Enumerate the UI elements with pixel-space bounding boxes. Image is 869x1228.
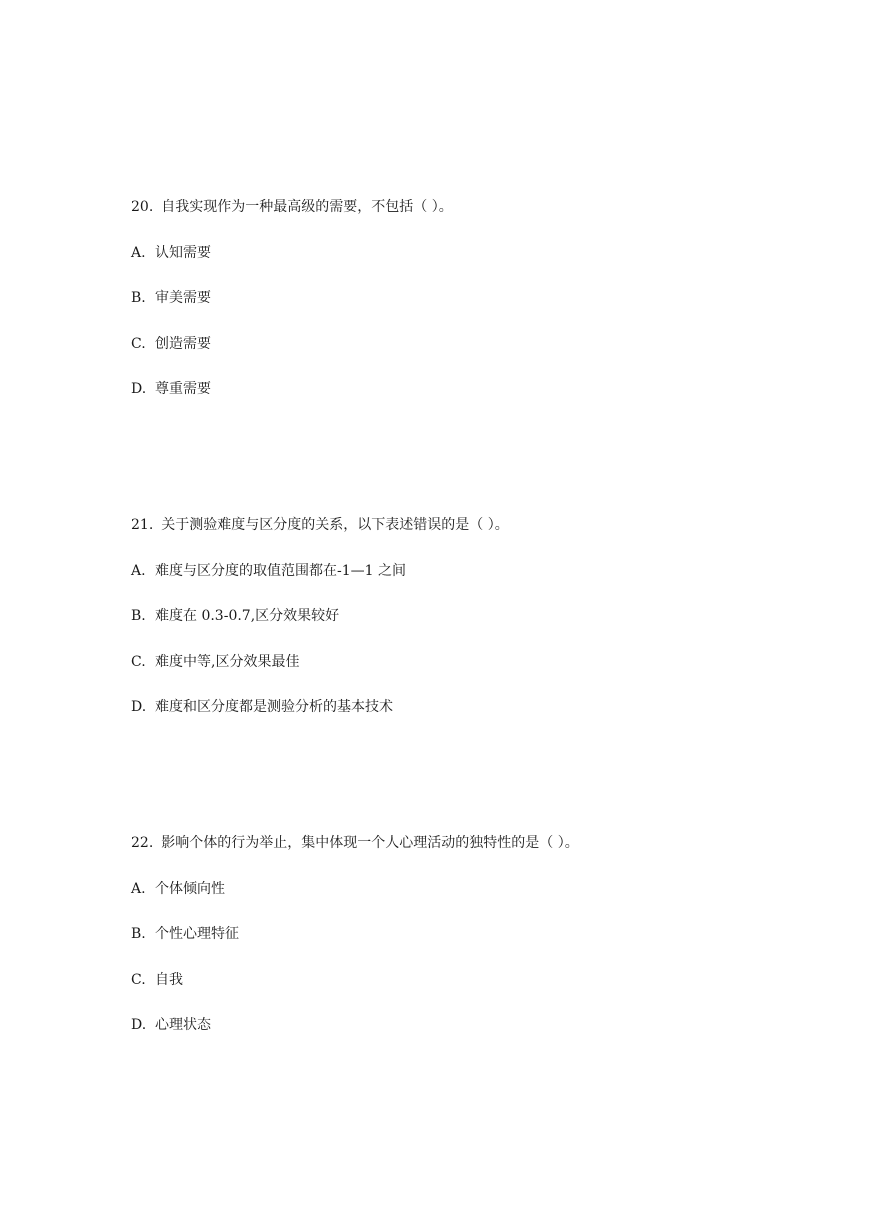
option-b[interactable]	[131, 605, 831, 627]
question-stem	[131, 832, 831, 854]
option-letter: D.	[131, 699, 147, 715]
option-c[interactable]	[131, 969, 831, 991]
option-c[interactable]	[131, 651, 831, 673]
option-letter: A.	[131, 244, 146, 261]
option-text: 难度中等,区分效果最佳	[155, 653, 300, 670]
option-letter: B.	[131, 926, 146, 942]
question-20	[131, 196, 831, 400]
option-b[interactable]	[131, 923, 831, 945]
option-letter: B.	[131, 290, 146, 306]
option-a[interactable]	[131, 242, 831, 264]
option-text: 难度与区分度的取值范围都在-1—1 之间	[155, 562, 406, 579]
option-c[interactable]	[131, 333, 831, 355]
question-number: 20.	[131, 199, 154, 215]
option-letter: D.	[131, 381, 147, 397]
question-stem	[131, 514, 831, 536]
option-text: 尊重需要	[155, 381, 211, 397]
question-number: 22.	[131, 835, 154, 851]
option-letter: C.	[131, 971, 146, 988]
option-letter: D.	[131, 1017, 147, 1033]
question-22	[131, 832, 831, 1036]
option-a[interactable]	[131, 560, 831, 582]
option-text: 创造需要	[155, 335, 211, 352]
question-text: 影响个体的行为举止，集中体现一个人心理活动的独特性的是（ ）。	[161, 835, 579, 851]
option-text: 审美需要	[155, 290, 211, 306]
option-text: 自我	[155, 971, 183, 988]
option-letter: A.	[131, 562, 146, 579]
option-text: 个体倾向性	[155, 880, 225, 897]
question-number: 21.	[131, 517, 154, 533]
option-d[interactable]	[131, 378, 831, 400]
question-21	[131, 514, 831, 718]
option-letter: A.	[131, 880, 146, 897]
option-text: 心理状态	[155, 1017, 211, 1033]
option-b[interactable]	[131, 287, 831, 309]
question-stem	[131, 196, 831, 218]
option-letter: C.	[131, 653, 146, 670]
option-text: 个性心理特征	[155, 926, 239, 942]
option-d[interactable]	[131, 696, 831, 718]
option-letter: C.	[131, 335, 146, 352]
option-text: 难度和区分度都是测验分析的基本技术	[155, 699, 393, 715]
option-text: 难度在 0.3-0.7,区分效果较好	[155, 608, 340, 624]
question-text: 自我实现作为一种最高级的需要，不包括（ ）。	[161, 199, 453, 215]
option-text: 认知需要	[155, 244, 211, 261]
question-text: 关于测验难度与区分度的关系，以下表述错误的是（ ）。	[161, 517, 509, 533]
option-a[interactable]	[131, 878, 831, 900]
option-letter: B.	[131, 608, 146, 624]
option-d[interactable]	[131, 1014, 831, 1036]
